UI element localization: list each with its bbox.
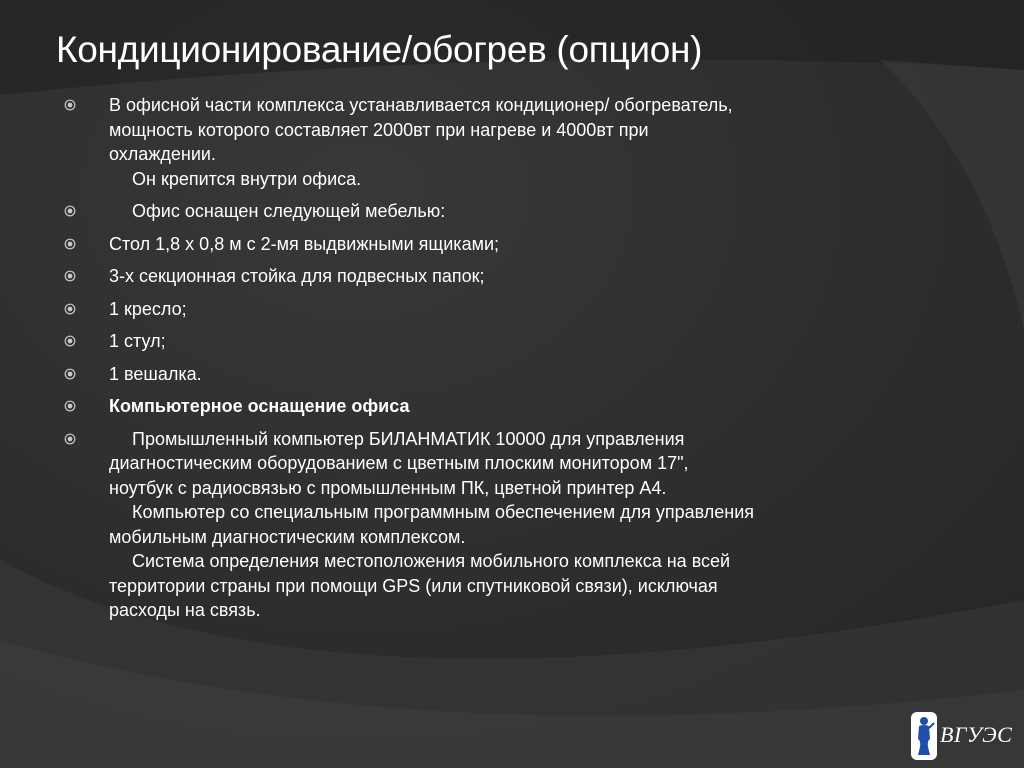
bullet-circle-icon [64, 205, 76, 217]
bullet-circle-icon [64, 368, 76, 380]
bullet-text-line: диагностическим оборудованием с цветным плоским монитором 17", [109, 453, 689, 473]
bullet-item-rack [64, 264, 884, 289]
bullet-circle-icon [64, 400, 76, 412]
bullet-text-line: ноутбук с радиосвязью с промышленным ПК, цветной принтер А4. [109, 477, 667, 498]
bullet-circle-icon [64, 270, 76, 282]
bullet-circle-icon [64, 238, 76, 250]
bullet-text-line: Он крепится внутри офиса. [132, 168, 362, 189]
bullet-circle-icon [64, 335, 76, 347]
bullet-text-line: 3-х секционная стойка для подвесных папок; [109, 266, 485, 286]
bullet-text-line: 1 вешалка. [109, 363, 202, 384]
bullet-item-chair [64, 329, 884, 354]
bullet-text-line: мощность которого составляет 2000вт при нагреве и 4000вт при [109, 119, 649, 140]
bullet-text-line: Компьютерное оснащение офиса [109, 396, 410, 416]
statue-emblem-icon [910, 711, 938, 761]
logo-text: ВГУЭС [940, 722, 1013, 747]
bullet-item-desk [64, 232, 884, 257]
bullet-text-line: 1 стул; [109, 331, 166, 351]
bullet-item-armchair [64, 297, 884, 322]
bullet-text-line: Стол 1,8 х 0,8 м с 2-мя выдвижными ящиками; [109, 233, 500, 254]
slide-title: Кондиционирование/обогрев (опцион) [56, 29, 703, 70]
bullet-item-computer-heading [64, 394, 884, 419]
bullet-text-line: Компьютер со специальным программным обеспечением для управления [132, 502, 754, 522]
university-logo [908, 708, 1018, 762]
bullet-text-line: расходы на связь. [109, 600, 261, 620]
bullet-circle-icon [64, 99, 76, 111]
bullet-text-line: Офис оснащен следующей мебелью: [132, 201, 446, 221]
bullet-circle-icon [64, 433, 76, 445]
bullet-text-line: 1 кресло; [109, 298, 187, 319]
bullet-item-climate [64, 93, 884, 191]
bullet-text-line: мобильным диагностическим комплексом. [109, 526, 466, 547]
bullet-text-line: Система определения местоположения мобильного комплекса на всей [132, 551, 731, 571]
bullet-text-line: охлаждении. [109, 144, 216, 164]
bullet-text-line: Промышленный компьютер БИЛАНМАТИК 10000 для управления [132, 428, 685, 449]
bullet-text-line: В офисной части комплекса устанавливается кондиционер/ обогреватель, [109, 95, 733, 115]
bullet-item-computer-details [64, 427, 884, 623]
bullet-list [64, 93, 884, 631]
bullet-circle-icon [64, 303, 76, 315]
bullet-text-line: территории страны при помощи GPS (или спутниковой связи), исключая [109, 575, 718, 596]
bullet-item-hanger [64, 362, 884, 387]
bullet-item-furniture-intro [64, 199, 884, 224]
